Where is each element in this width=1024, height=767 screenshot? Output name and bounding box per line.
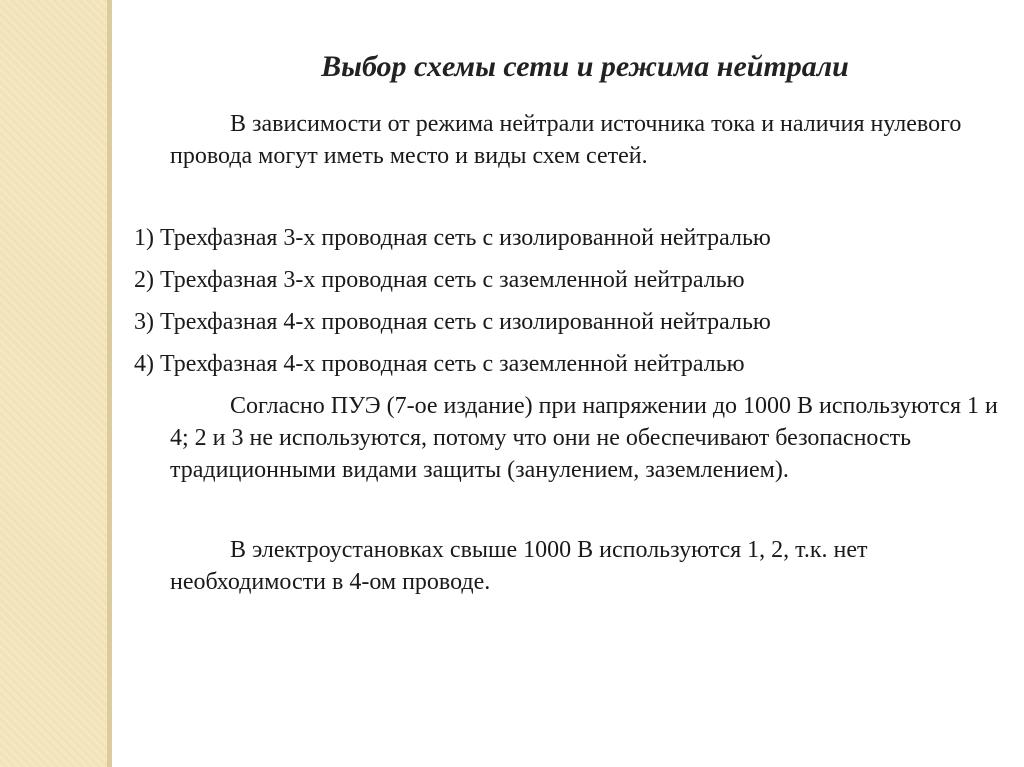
slide-title: Выбор схемы сети и режима нейтрали [321, 50, 849, 83]
list-item: 3) Трехфазная 4-х проводная сеть с изолированной нейтралью [134, 309, 771, 335]
intro-text: В зависимости от режима нейтрали источника тока и наличия нулевого провода могут иметь место и виды схем сетей. [170, 111, 962, 169]
pue-paragraph [170, 390, 1000, 486]
hv-text: В электроустановках свыше 1000 В используются 1, 2, т.к. нет необходимости в 4-ом проводе. [170, 537, 868, 595]
list-item: 2) Трехфазная 3-х проводная сеть с заземленной нейтралью [134, 267, 745, 293]
side-strip-edge [107, 0, 112, 767]
hv-paragraph [170, 534, 1010, 598]
list-item: 4) Трехфазная 4-х проводная сеть с заземленной нейтралью [134, 351, 745, 377]
decorative-side-strip [0, 0, 107, 767]
list-item: 1) Трехфазная 3-х проводная сеть с изолированной нейтралью [134, 225, 771, 251]
intro-paragraph [170, 108, 1010, 172]
pue-text: Согласно ПУЭ (7-ое издание) при напряжении до 1000 В используются 1 и 4; 2 и 3 не используются, потому что они не обеспечивают безопасность традиционными видами защиты (занулением, заземлением). [170, 393, 998, 483]
